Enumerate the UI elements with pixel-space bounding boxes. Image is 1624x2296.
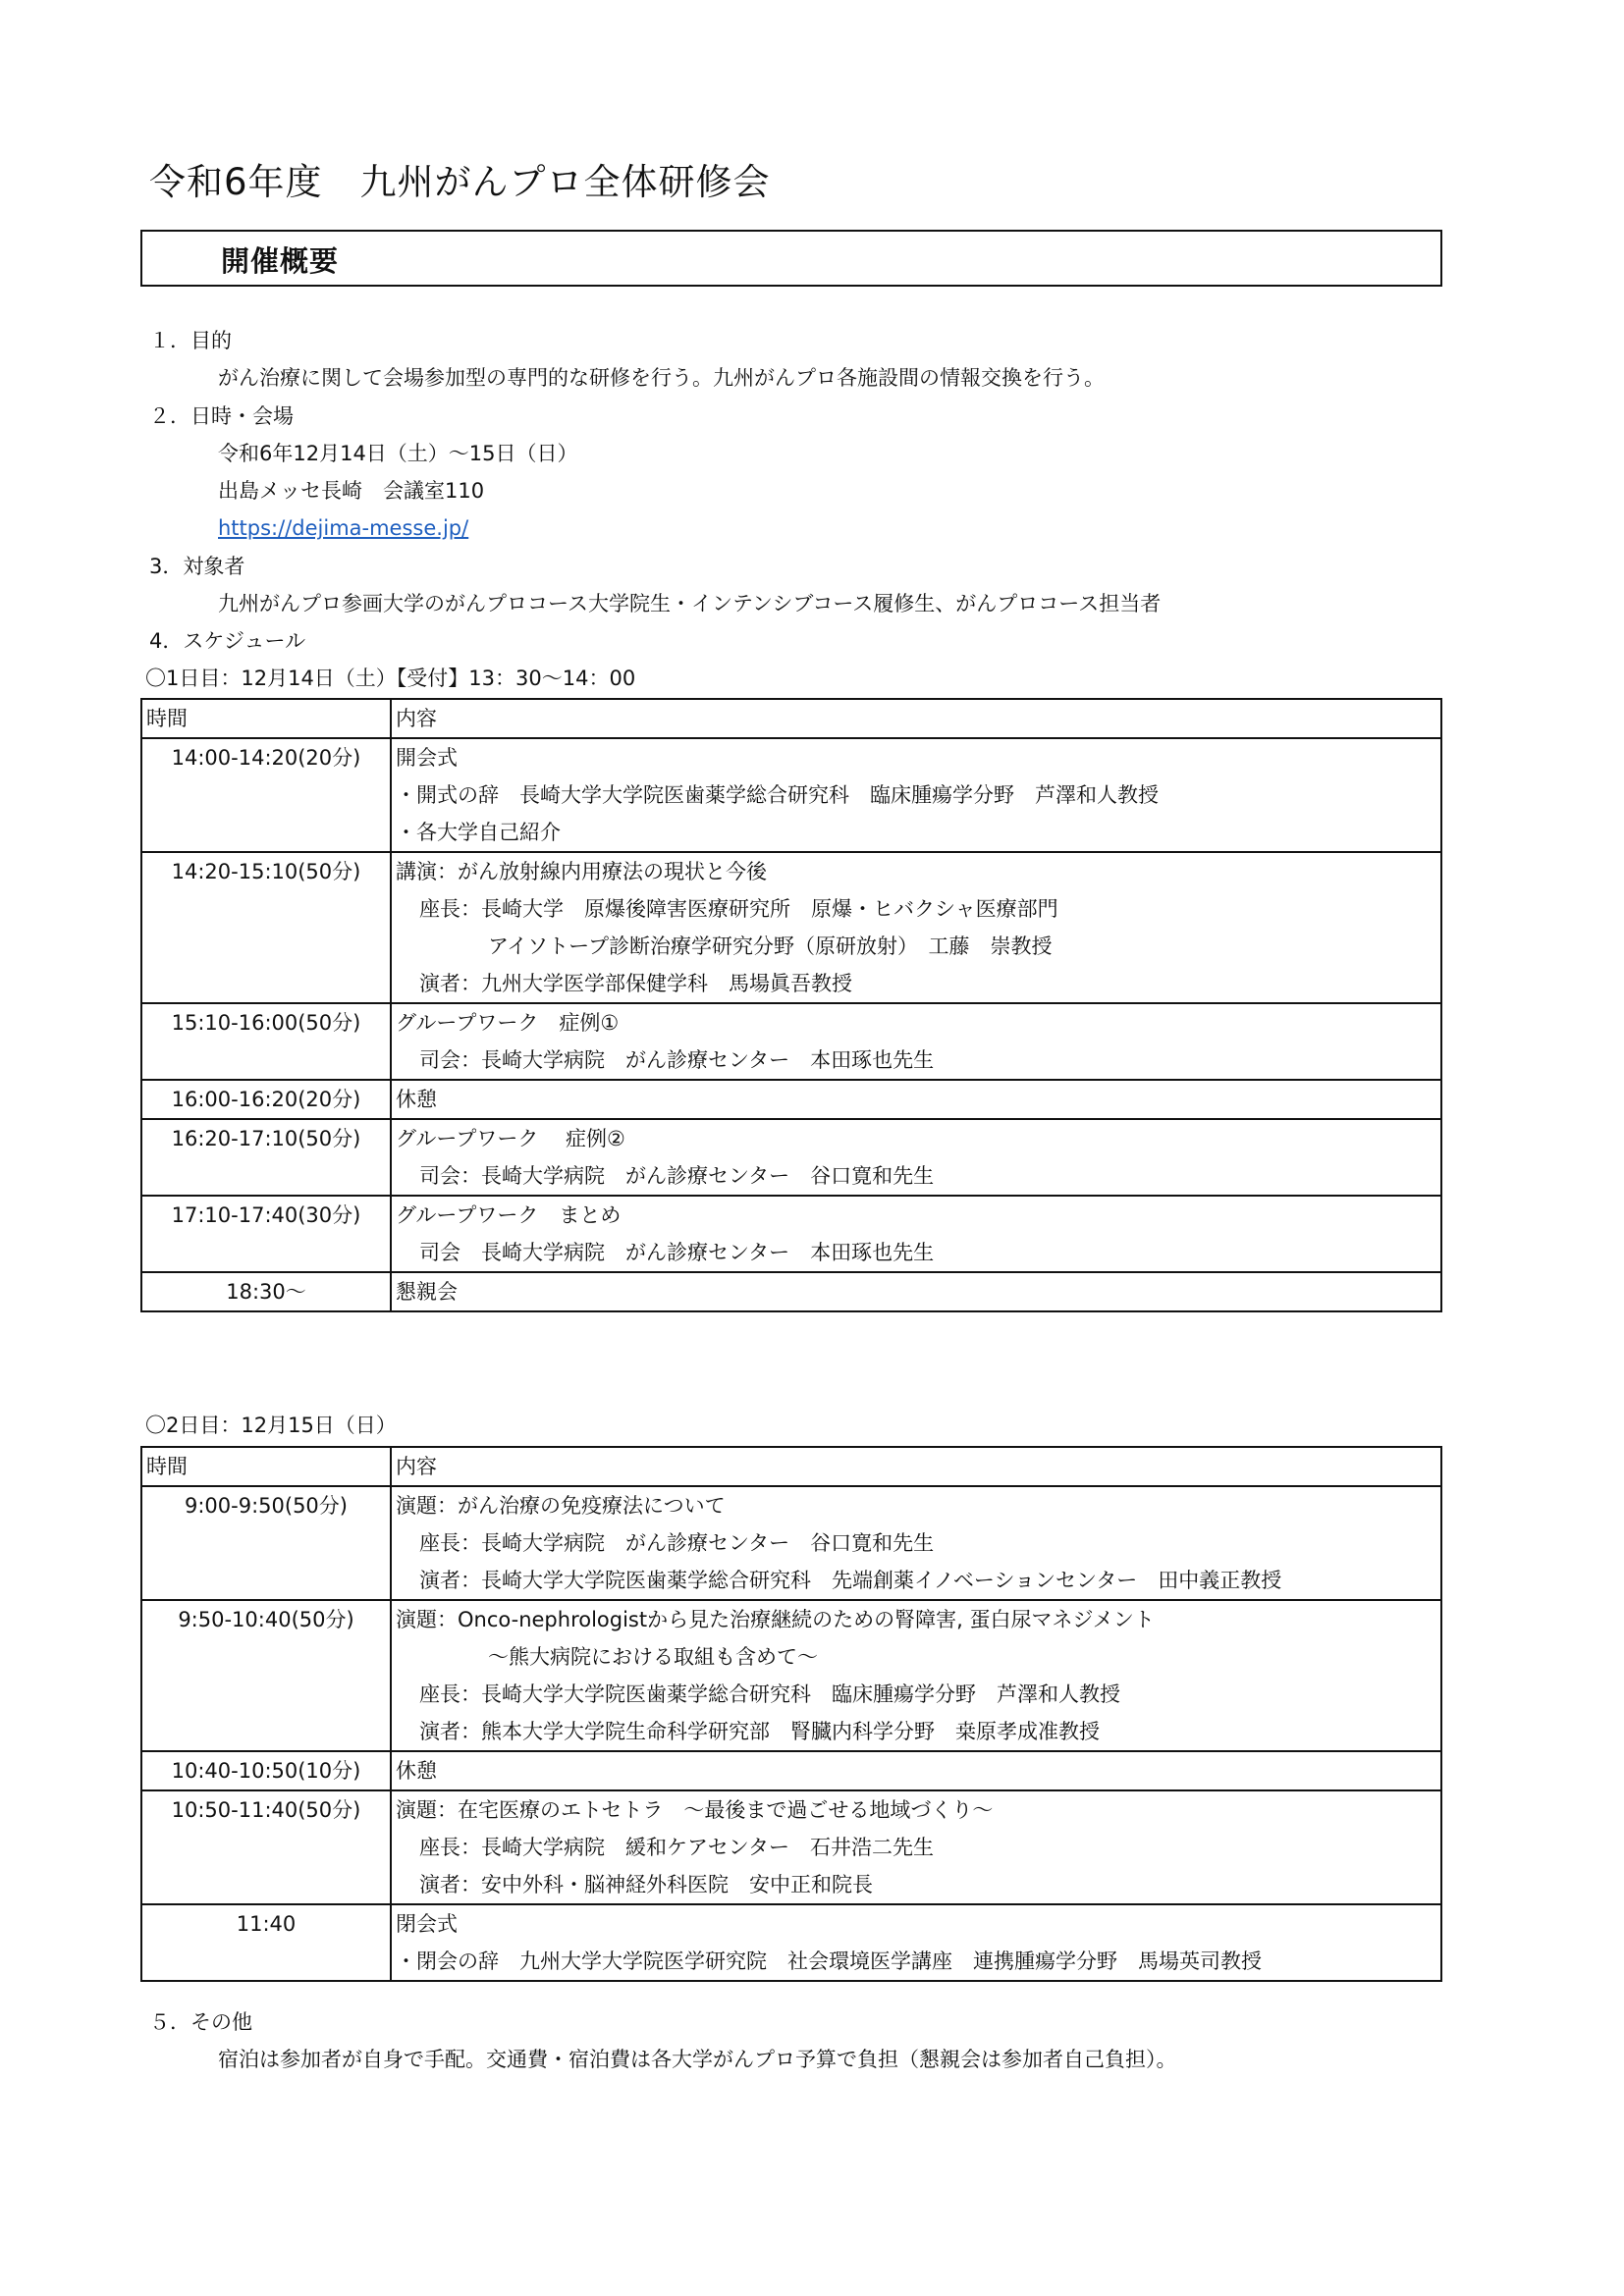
header-content: 内容 (391, 1447, 1441, 1486)
page-title: 令和6年度 九州がんプロ全体研修会 (149, 161, 771, 203)
venue-link[interactable]: https://dejima-messe.jp/ (218, 516, 469, 540)
session-line: ・閉会の辞 九州大学大学院医学研究院 社会環境医学講座 連携腫瘍学分野 馬場英司教授 (396, 1949, 1262, 1973)
session-line: 懇親会 (396, 1280, 458, 1304)
session-time: 16:20-17:10(50分) (141, 1119, 391, 1196)
session-line: 司会：長崎大学病院 がん診療センター 本田琢也先生 (419, 1048, 935, 1072)
day2-label: 〇2日目：12月15日（日） (145, 1414, 397, 1437)
session-line: 座長：長崎大学大学院医歯薬学総合研究科 臨床腫瘍学分野 芦澤和人教授 (419, 1682, 1120, 1706)
session-content (391, 852, 1441, 1003)
session-line: アイソトープ診断治療学研究分野（原研放射） 工藤 崇教授 (488, 934, 1053, 958)
session-time: 10:50-11:40(50分) (141, 1790, 391, 1904)
table-row (141, 1119, 1441, 1196)
session-line: 司会 長崎大学病院 がん診療センター 本田琢也先生 (419, 1241, 935, 1264)
event-venue: 出島メッセ長崎 会議室110 (218, 479, 485, 503)
session-time: 14:00-14:20(20分) (141, 738, 391, 852)
table-row (141, 852, 1441, 1003)
session-time: 16:00-16:20(20分) (141, 1080, 391, 1119)
day1-label: 〇1日目：12月14日（土）【受付】13：30～14：00 (145, 667, 636, 690)
overview-heading: 開催概要 (221, 244, 340, 278)
session-line: ～熊大病院における取組も含めて～ (488, 1645, 818, 1669)
session-content (391, 1003, 1441, 1080)
table-row (141, 738, 1441, 852)
table-row (141, 1790, 1441, 1904)
session-time: 14:20-15:10(50分) (141, 852, 391, 1003)
session-line: グループワーク 症例① (396, 1011, 620, 1035)
session-time: 15:10-16:00(50分) (141, 1003, 391, 1080)
target-body: 九州がんプロ参画大学のがんプロコース大学院生・インテンシブコース履修生、がんプロコース担当者 (218, 592, 1162, 615)
session-content (391, 1904, 1441, 1981)
table-header-row (141, 699, 1441, 738)
session-time: 17:10-17:40(30分) (141, 1196, 391, 1272)
session-line: グループワーク まとめ (396, 1203, 622, 1227)
session-time: 10:40-10:50(10分) (141, 1751, 391, 1790)
target-heading: 3．対象者 (149, 555, 245, 578)
session-line: 演題：在宅医療のエトセトラ ～最後まで過ごせる地域づくり～ (396, 1798, 994, 1822)
session-line: ・開式の辞 長崎大学大学院医歯薬学総合研究科 臨床腫瘍学分野 芦澤和人教授 (396, 783, 1159, 807)
session-line: ・各大学自己紹介 (396, 821, 561, 844)
table-row (141, 1751, 1441, 1790)
day1-schedule-table (140, 698, 1442, 1312)
session-content (391, 1486, 1441, 1600)
session-line: 座長：長崎大学病院 緩和ケアセンター 石井浩二先生 (419, 1836, 934, 1859)
session-content (391, 1600, 1441, 1751)
session-line: 演者：長崎大学大学院医歯薬学総合研究科 先端創薬イノベーションセンター 田中義正教授 (419, 1569, 1282, 1592)
table-row (141, 1003, 1441, 1080)
session-time: 9:50-10:40(50分) (141, 1600, 391, 1751)
session-line: 座長：長崎大学病院 がん診療センター 谷口寛和先生 (419, 1531, 935, 1555)
session-line: 演題：Onco-nephrologistから見た治療継続のための腎障害, 蛋白尿マネジメント (396, 1608, 1155, 1631)
session-content (391, 1272, 1441, 1311)
session-line: 演者：九州大学医学部保健学科 馬場眞吾教授 (419, 972, 852, 995)
other-body: 宿泊は参加者が自身で手配。交通費・宿泊費は各大学がんプロ予算で負担（懇親会は参加者自己負担）。 (218, 2048, 1177, 2071)
session-line: 講演：がん放射線内用療法の現状と今後 (396, 860, 767, 883)
session-content (391, 738, 1441, 852)
session-line: 司会：長崎大学病院 がん診療センター 谷口寛和先生 (419, 1164, 935, 1188)
table-row (141, 1904, 1441, 1981)
table-row (141, 1272, 1441, 1311)
other-heading: ５．その他 (149, 2010, 252, 2034)
session-line: 休憩 (396, 1759, 437, 1783)
session-line: 演者：熊本大学大学院生命科学研究部 腎臓内科学分野 桒原孝成准教授 (419, 1720, 1100, 1743)
session-content (391, 1196, 1441, 1272)
table-row (141, 1080, 1441, 1119)
session-line: 開会式 (396, 746, 458, 770)
session-line: グループワーク 症例② (396, 1127, 625, 1150)
purpose-body: がん治療に関して会場参加型の専門的な研修を行う。九州がんプロ各施設間の情報交換を行う。 (218, 366, 1105, 390)
header-time: 時間 (141, 1447, 391, 1486)
session-content (391, 1790, 1441, 1904)
datetime-heading: ２．日時・会場 (149, 404, 294, 428)
session-content (391, 1119, 1441, 1196)
overview-heading-box (140, 230, 1442, 287)
session-line: 閉会式 (396, 1912, 458, 1936)
session-line: 休憩 (396, 1088, 437, 1111)
session-line: 座長：長崎大学 原爆後障害医療研究所 原爆・ヒバクシャ医療部門 (419, 897, 1058, 921)
session-time: 9:00-9:50(50分) (141, 1486, 391, 1600)
schedule-heading: 4．スケジュール (149, 629, 306, 653)
event-date: 令和6年12月14日（土）～15日（日） (218, 442, 578, 465)
session-time: 11:40 (141, 1904, 391, 1981)
session-line: 演者：安中外科・脳神経外科医院 安中正和院長 (419, 1873, 873, 1896)
table-row (141, 1196, 1441, 1272)
day2-schedule-table (140, 1446, 1442, 1982)
session-content (391, 1751, 1441, 1790)
table-header-row (141, 1447, 1441, 1486)
header-time: 時間 (141, 699, 391, 738)
session-content (391, 1080, 1441, 1119)
purpose-heading: １．目的 (149, 329, 232, 352)
table-row (141, 1600, 1441, 1751)
session-time: 18:30～ (141, 1272, 391, 1311)
table-row (141, 1486, 1441, 1600)
session-line: 演題：がん治療の免疫療法について (396, 1494, 726, 1518)
header-content: 内容 (391, 699, 1441, 738)
